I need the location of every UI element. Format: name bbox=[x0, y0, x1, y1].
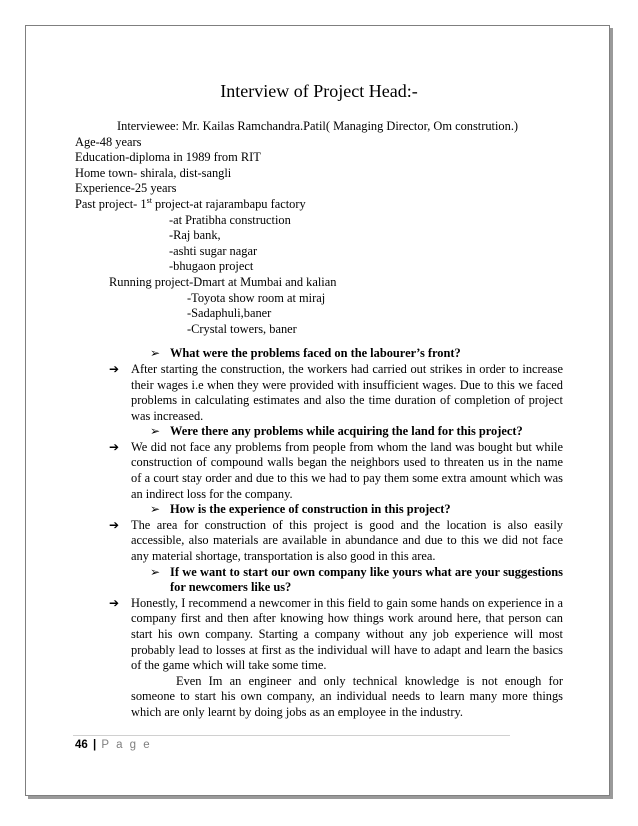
arrowhead-bullet-icon: ➢ bbox=[150, 424, 161, 439]
page-number: 46 bbox=[75, 739, 88, 751]
education-line: Education-diploma in 1989 from RIT bbox=[75, 150, 261, 165]
right-arrow-icon: ➔ bbox=[109, 439, 120, 454]
question-text: How is the experience of construction in this project? bbox=[170, 502, 451, 517]
footer-separator: | bbox=[93, 739, 97, 751]
right-arrow-icon: ➔ bbox=[109, 361, 120, 376]
question-3 bbox=[75, 502, 563, 518]
arrowhead-bullet-icon: ➢ bbox=[150, 346, 161, 361]
ordinal-superscript: st bbox=[146, 195, 152, 205]
running-project-item: -Sadaphuli,baner bbox=[187, 306, 272, 321]
age-line: Age-48 years bbox=[75, 134, 142, 149]
spacer bbox=[75, 337, 563, 346]
past-project-item: -ashti sugar nagar bbox=[169, 243, 258, 258]
footer-divider bbox=[73, 735, 510, 736]
right-arrow-icon: ➔ bbox=[109, 595, 120, 610]
past-project-item: -Raj bank, bbox=[169, 228, 221, 243]
page-footer bbox=[75, 739, 152, 751]
question-4 bbox=[75, 565, 563, 596]
answer-3 bbox=[75, 518, 563, 565]
running-project-item: -Crystal towers, baner bbox=[187, 321, 297, 336]
page-title: Interview of Project Head:- bbox=[220, 81, 418, 101]
arrowhead-bullet-icon: ➢ bbox=[150, 502, 161, 517]
answer-text: We did not face any problems from people from whom the land was bought but while construction of compound walls began the neighbors used to threaten us in the name of a court stay order and due to this we had to pay them some extra amount which was an indirect loss for the company. bbox=[131, 439, 563, 501]
past-project-prefix: Past project- 1 bbox=[75, 196, 147, 211]
question-text: What were the problems faced on the labourer’s front? bbox=[170, 346, 461, 361]
answer-2 bbox=[75, 440, 563, 502]
question-text: Were there any problems while acquiring the land for this project? bbox=[170, 424, 523, 439]
running-project-line: Running project-Dmart at Mumbai and kalian bbox=[109, 274, 337, 289]
experience-line: Experience-25 years bbox=[75, 181, 177, 196]
answer-4-continued: Even Im an engineer and only technical knowledge is not enough for someone to start his own company, an individual needs to learn many more things which are only learnt by doing jobs as an employee in the industry. bbox=[131, 673, 563, 719]
interviewee-line: Interviewee: Mr. Kailas Ramchandra.Patil( Managing Director, Om constrution.) bbox=[117, 119, 519, 133]
past-project-first: project-at rajarambapu factory bbox=[151, 196, 306, 211]
answer-4 bbox=[75, 596, 563, 674]
right-arrow-icon: ➔ bbox=[109, 517, 120, 532]
question-1 bbox=[75, 346, 563, 362]
answer-1 bbox=[75, 362, 563, 424]
past-project-item: -bhugaon project bbox=[169, 259, 254, 274]
hometown-line: Home town- shirala, dist-sangli bbox=[75, 165, 232, 180]
question-2 bbox=[75, 424, 563, 440]
answer-text: Honestly, I recommend a newcomer in this field to gain some hands on experience in a company first and then after knowing how things work around here, that person can start his own company. Starting a company without any job experience will most probably lead to losses at first as the individual will have to adapt and learn the basics of the game which will take some time. bbox=[131, 595, 563, 673]
page-label: P a g e bbox=[101, 739, 152, 751]
past-project-item: -at Pratibha construction bbox=[169, 212, 291, 227]
answer-text: After starting the construction, the workers had carried out strikes in order to increase their wages i.e when they were provided with insufficient wages. Due to this we faced problems in calculating estimates and also the time duration of completion of project was increased. bbox=[131, 361, 563, 423]
document-body bbox=[75, 80, 563, 721]
running-project-item: -Toyota show room at miraj bbox=[187, 290, 326, 305]
past-project-line bbox=[75, 197, 563, 213]
arrowhead-bullet-icon: ➢ bbox=[150, 564, 161, 579]
answer-text: The area for construction of this project is good and the location is also easily accessible, also materials are available in abundance and due to this we did not face any material shortage, transportation is also good in this area. bbox=[131, 517, 563, 564]
question-text: If we want to start our own company like yours what are your suggestions for newcomers like us? bbox=[170, 564, 563, 595]
